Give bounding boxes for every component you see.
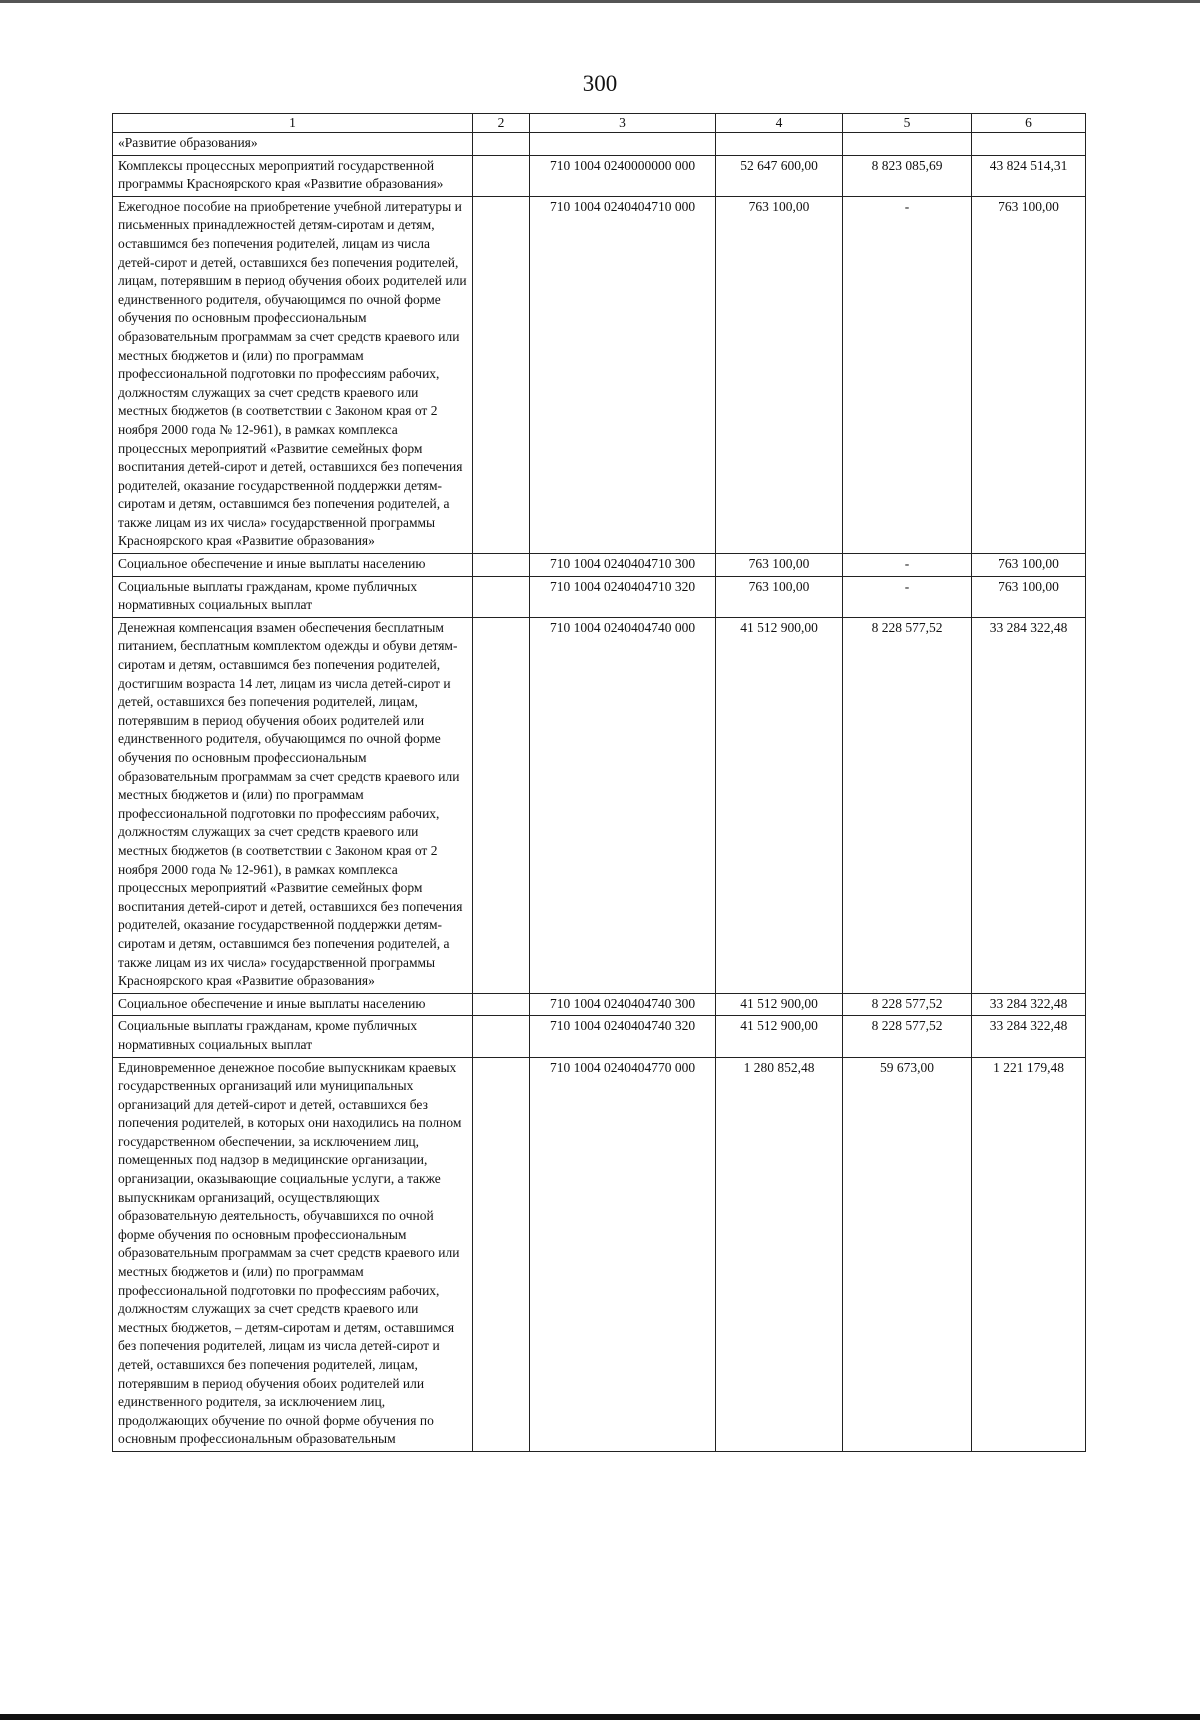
column-header-4: 4 (716, 114, 843, 133)
row-col2 (473, 576, 530, 617)
row-value-4: 41 512 900,00 (716, 993, 843, 1016)
row-value-4: 41 512 900,00 (716, 1016, 843, 1057)
row-value-6: 33 284 322,48 (972, 617, 1086, 993)
table-row (113, 554, 1086, 577)
row-col2 (473, 1057, 530, 1451)
table-row (113, 1016, 1086, 1057)
column-header-5: 5 (843, 114, 972, 133)
row-code: 710 1004 0240404710 320 (530, 576, 716, 617)
row-col2 (473, 554, 530, 577)
row-col2 (473, 993, 530, 1016)
row-name: Социальные выплаты гражданам, кроме публичных нормативных социальных выплат (113, 1016, 473, 1057)
row-code: 710 1004 0240404710 300 (530, 554, 716, 577)
table-row (113, 196, 1086, 553)
row-col2 (473, 617, 530, 993)
row-value-6: 763 100,00 (972, 554, 1086, 577)
row-value-6: 763 100,00 (972, 576, 1086, 617)
row-name: Социальное обеспечение и иные выплаты населению (113, 993, 473, 1016)
row-value-4: 41 512 900,00 (716, 617, 843, 993)
column-header-3: 3 (530, 114, 716, 133)
row-value-5: 59 673,00 (843, 1057, 972, 1451)
table-row (113, 1057, 1086, 1451)
row-name: Единовременное денежное пособие выпускникам краевых государственных организаций или муниципальных организаций для детей-сирот и детей, оставшихся без попечения родителей, в которых они находились на полном государственном обеспечении, за исключением лиц, помещенных под надзор в медицинские организации, организации, оказывающие социальные услуги, а также выпускникам организаций, осуществляющих образовательную деятельность, обучавшихся по очной форме обучения по основным профессиональным образовательным программам за счет средств краевого или местных бюджетов и (или) по программам профессиональной подготовки по профессиям рабочих, должностям служащих за счет средств краевого или местных бюджетов, – детям-сиротам и детям, оставшимся без попечения родителей, лицам из числа детей-сирот и детей, оставшихся без попечения родителей, лицам, потерявшим в период обучения обоих родителей или единственного родителя, за исключением лиц, продолжающих обучение по очной форме обучения по основным профессиональным образовательным (113, 1057, 473, 1451)
scan-top-edge (0, 0, 1200, 3)
row-value-4: 1 280 852,48 (716, 1057, 843, 1451)
row-value-6: 43 824 514,31 (972, 155, 1086, 196)
scan-bottom-edge (0, 1714, 1200, 1720)
row-value-5: - (843, 554, 972, 577)
row-name: Ежегодное пособие на приобретение учебной литературы и письменных принадлежностей детям-сиротам и детям, оставшимся без попечения родителей, лицам из числа детей-сирот и детей, оставшихся без попечения родителей, лицам, потерявшим в период обучения обоих родителей или единственного родителя, обучающимся по очной форме обучения по основным профессиональным образовательным программам за счет средств краевого или местных бюджетов и (или) по программам профессиональной подготовки по профессиям рабочих, должностям служащих за счет средств краевого или местных бюджетов (в соответствии с Законом края от 2 ноября 2000 года № 12-961), в рамках комплекса процессных мероприятий «Развитие семейных форм воспитания детей-сирот и детей, оставшихся без попечения родителей, оказание государственной поддержки детям-сиротам и детям, оставшимся без попечения родителей, а также лицам из их числа» государственной программы Красноярского края «Развитие образования» (113, 196, 473, 553)
row-name: Денежная компенсация взамен обеспечения бесплатным питанием, бесплатным комплектом одежды и обуви детям-сиротам и детям, оставшимся без попечения родителей, достигшим возраста 14 лет, лицам из числа детей-сирот и детей, оставшихся без попечения родителей, лицам, потерявшим в период обучения обоих родителей или единственного родителя, обучающимся по очной форме обучения по основным профессиональным образовательным программам за счет средств краевого или местных бюджетов и (или) по программам профессиональной подготовки по профессиям рабочих, должностям служащих за счет средств краевого или местных бюджетов (в соответствии с Законом края от 2 ноября 2000 года № 12-961), в рамках комплекса процессных мероприятий «Развитие семейных форм воспитания детей-сирот и детей, оставшихся без попечения родителей, оказание государственной поддержки детям-сиротам и детям, оставшимся без попечения родителей, а также лицам из их числа» государственной программы Красноярского края «Развитие образования» (113, 617, 473, 993)
row-value-5: - (843, 576, 972, 617)
table-row (113, 155, 1086, 196)
row-value-4: 763 100,00 (716, 196, 843, 553)
row-code: 710 1004 0240404710 000 (530, 196, 716, 553)
row-code: 710 1004 0240404740 000 (530, 617, 716, 993)
row-name: Социальные выплаты гражданам, кроме публичных нормативных социальных выплат (113, 576, 473, 617)
row-value-6: 33 284 322,48 (972, 1016, 1086, 1057)
table-row (113, 133, 1086, 156)
row-code: 710 1004 0240404740 320 (530, 1016, 716, 1057)
row-name: Комплексы процессных мероприятий государственной программы Красноярского края «Развитие образования» (113, 155, 473, 196)
row-col2 (473, 1016, 530, 1057)
row-value-4: 763 100,00 (716, 576, 843, 617)
column-header-1: 1 (113, 114, 473, 133)
row-value-5: - (843, 196, 972, 553)
table-row (113, 617, 1086, 993)
row-value-5: 8 228 577,52 (843, 1016, 972, 1057)
table-row (113, 993, 1086, 1016)
row-col2 (473, 155, 530, 196)
row-value-4 (716, 133, 843, 156)
budget-table (112, 113, 1086, 1452)
row-name: «Развитие образования» (113, 133, 473, 156)
row-value-5: 8 228 577,52 (843, 993, 972, 1016)
row-value-5: 8 228 577,52 (843, 617, 972, 993)
row-value-6: 33 284 322,48 (972, 993, 1086, 1016)
page-number: 300 (582, 71, 618, 96)
row-value-4: 52 647 600,00 (716, 155, 843, 196)
row-value-6 (972, 133, 1086, 156)
row-value-4: 763 100,00 (716, 554, 843, 577)
table-row (113, 576, 1086, 617)
row-code (530, 133, 716, 156)
column-header-6: 6 (972, 114, 1086, 133)
row-col2 (473, 133, 530, 156)
table-header-row (113, 114, 1086, 133)
row-value-6: 763 100,00 (972, 196, 1086, 553)
row-code: 710 1004 0240000000 000 (530, 155, 716, 196)
row-value-5: 8 823 085,69 (843, 155, 972, 196)
row-code: 710 1004 0240404770 000 (530, 1057, 716, 1451)
row-value-6: 1 221 179,48 (972, 1057, 1086, 1451)
row-col2 (473, 196, 530, 553)
row-name: Социальное обеспечение и иные выплаты населению (113, 554, 473, 577)
row-value-5 (843, 133, 972, 156)
row-code: 710 1004 0240404740 300 (530, 993, 716, 1016)
column-header-2: 2 (473, 114, 530, 133)
